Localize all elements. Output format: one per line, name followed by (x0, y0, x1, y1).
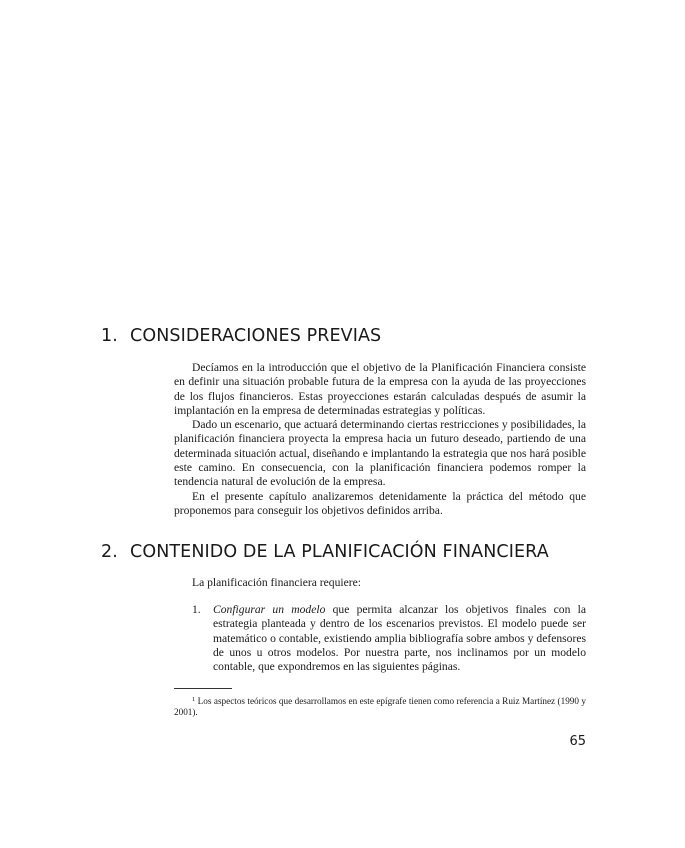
section-2-heading (101, 542, 549, 562)
list-item-marker: 1. (192, 603, 201, 616)
footnote-divider (174, 688, 232, 689)
footnote (174, 694, 586, 719)
section-1-number: 1. (101, 326, 118, 346)
section-1-paragraph-1: Decíamos en la introducción que el objetivo de la Planificación Financiera consiste en definir una situación probable futura de la empresa con la ayuda de las proyecciones de los flujos financieros. Estas proyecciones estarán calculadas después de asumir la implantación en la empresa de determinadas estrategias y políticas. (174, 361, 586, 417)
footnote-text: Los aspectos teóricos que desarrollamos en este epígrafe tienen como referencia a Ruiz Martínez (1990 y 2001). (174, 696, 586, 718)
list-item-body: que permita alcanzar los objetivos finales con la estrategia planteada y dentro de los escenarios previstos. El modelo puede ser matemático o contable, existiendo amplia bibliografía sobre ambos y defensores de unos u otros modelos. Por nuestra parte, nos inclinamos por un modelo contable, que expondremos en las siguientes páginas. (213, 603, 586, 674)
section-2-title: CONTENIDO DE LA PLANIFICACIÓN FINANCIERA (130, 542, 549, 562)
page-number: 65 (569, 734, 586, 749)
list-item-lead: Configurar un modelo (213, 603, 326, 616)
section-1-title: CONSIDERACIONES PREVIAS (130, 326, 382, 346)
list-item-text (213, 603, 586, 674)
section-1-body (174, 361, 586, 518)
section-1-paragraph-3: En el presente capítulo analizaremos detenidamente la práctica del método que proponemos para conseguir los objetivos definidos arriba. (174, 489, 586, 517)
section-1-paragraph-2: Dado un escenario, que actuará determinando ciertas restricciones y posibilidades, la planificación financiera proyecta la empresa hacia un futuro deseado, partiendo de una determinada situación actual, diseñando e implantando la estrategia que nos hará posible este camino. En consecuencia, con la planificación financiera podemos romper la tendencia natural de evolución de la empresa. (174, 418, 586, 489)
section-1-heading (101, 326, 381, 346)
footnote-marker: 1 (192, 696, 196, 703)
list-item (192, 603, 586, 674)
section-2-intro: La planificación financiera requiere: (192, 576, 361, 589)
section-2-number: 2. (101, 542, 118, 562)
